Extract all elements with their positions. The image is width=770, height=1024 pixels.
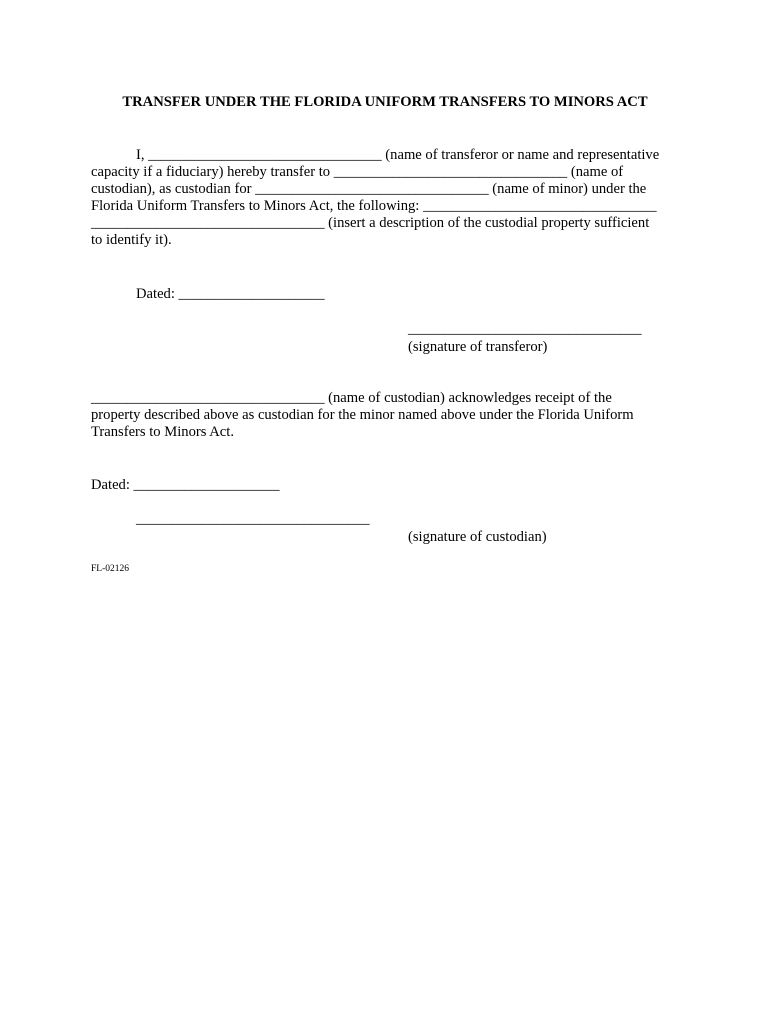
custodian-paragraph-line-1: ________________________________ (name of custodian) acknowledges receipt of the: [91, 390, 612, 406]
custodian-dated-line: Dated: ____________________: [91, 477, 280, 493]
custodian-paragraph-line-2: property described above as custodian for the minor named above under the Florida Uniform: [91, 407, 634, 423]
transfer-paragraph-line-3: custodian), as custodian for ________________________________ (name of minor) under the: [91, 181, 647, 197]
transferor-signature-label: (signature of transferor): [408, 339, 548, 355]
form-number: FL-02126: [91, 564, 129, 574]
custodian-signature-label: (signature of custodian): [408, 529, 547, 545]
transferor-dated-line: Dated: ____________________: [136, 286, 325, 302]
document-title: TRANSFER UNDER THE FLORIDA UNIFORM TRANSFERS TO MINORS ACT: [122, 94, 648, 110]
transfer-paragraph-line-4: Florida Uniform Transfers to Minors Act, the following: ________________________________: [91, 198, 657, 214]
custodian-paragraph-line-3: Transfers to Minors Act.: [91, 424, 234, 440]
custodian-signature-line: ________________________________: [136, 511, 370, 527]
transfer-paragraph-line-5: ________________________________ (insert a description of the custodial property sufficient: [91, 215, 650, 231]
transfer-paragraph-line-1: I, ________________________________ (name of transferor or name and representative: [136, 147, 660, 163]
transferor-signature-line: ________________________________: [408, 321, 642, 337]
transfer-paragraph-line-2: capacity if a fiduciary) hereby transfer to ________________________________ (name of: [91, 164, 624, 180]
transfer-paragraph-line-6: to identify it).: [91, 232, 172, 248]
